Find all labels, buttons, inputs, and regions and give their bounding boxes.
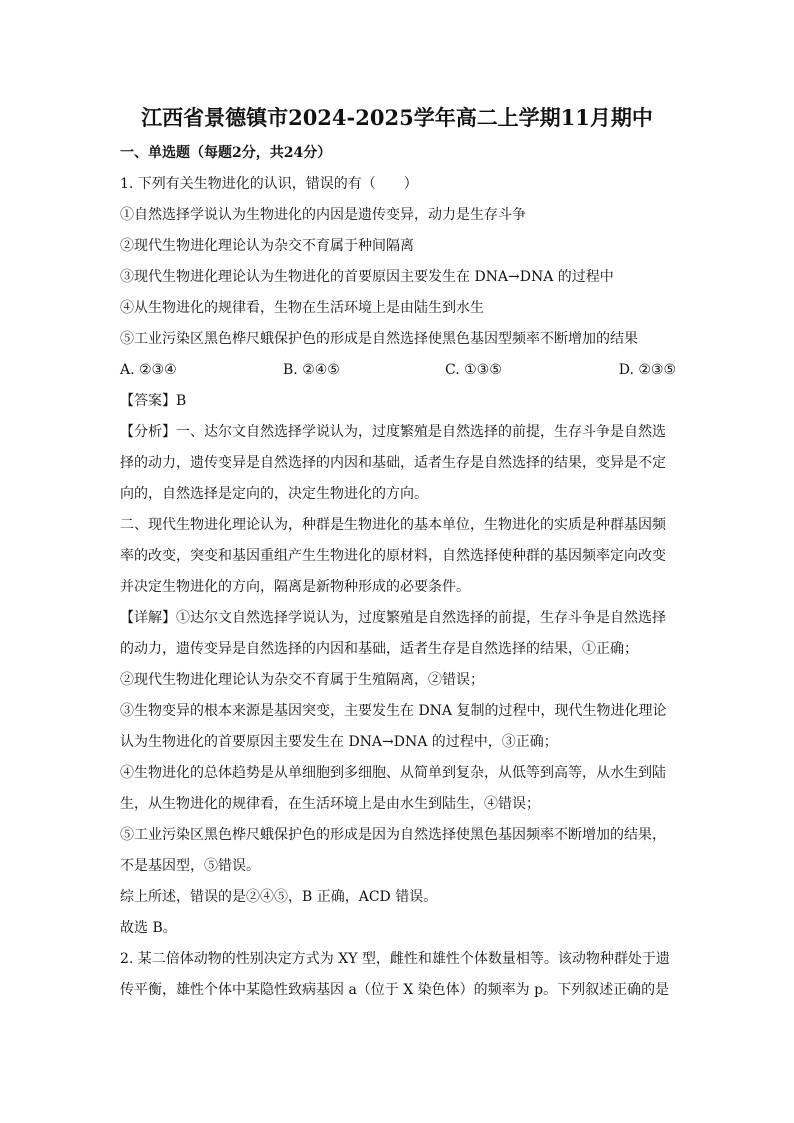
question-1-statement: ⑤工业污染区黑色桦尺蛾保护色的形成是自然选择使黑色基因型频率不断增加的结果 bbox=[120, 331, 638, 347]
analysis-line: 择的动力，遗传变异是自然选择的内因和基础，适者生存是自然选择的结果，变异是不定 bbox=[120, 455, 666, 471]
detail-line: 的动力，遗传变异是自然选择的内因和基础，适者生存是自然选择的结果，①正确； bbox=[120, 641, 638, 657]
option-d: D. ②③⑤ bbox=[618, 362, 676, 378]
document-body bbox=[120, 138, 676, 1006]
detail-line: 认为生物进化的首要原因主要发生在 DNA→DNA 的过程中，③正确； bbox=[120, 734, 558, 750]
detail-line: 生，从生物进化的规律看，在生活环境上是由水生到陆生，④错误； bbox=[120, 796, 540, 812]
detail-line: 不是基因型，⑤错误。 bbox=[120, 858, 260, 874]
analysis-line: 向的，自然选择是定向的，决定生物进化的方向。 bbox=[120, 486, 428, 502]
detail-line: ②现代生物进化理论认为杂交不育属于生殖隔离，②错误； bbox=[120, 672, 484, 688]
detail-line: 【详解】①达尔文自然选择学说认为，过度繁殖是自然选择的前提，生存斗争是自然选择 bbox=[120, 610, 666, 626]
analysis-line: 【分析】一、达尔文自然选择学说认为，过度繁殖是自然选择的前提，生存斗争是自然选 bbox=[120, 424, 666, 440]
question-2-line: 传平衡，雄性个体中某隐性致病基因 a（位于 X 染色体）的频率为 p。下列叙述正确的是 bbox=[120, 982, 670, 998]
analysis-line: 并决定生物进化的方向，隔离是新物种形成的必要条件。 bbox=[120, 579, 470, 595]
question-1-statement: ③现代生物进化理论认为生物进化的首要原因主要发生在 DNA→DNA 的过程中 bbox=[120, 269, 614, 285]
question-1-answer: 【答案】B bbox=[120, 393, 187, 409]
option-c: C. ①③⑤ bbox=[445, 362, 502, 378]
analysis-line: 二、现代生物进化理论认为，种群是生物进化的基本单位，生物进化的实质是种群基因频 bbox=[120, 517, 666, 533]
detail-line: ③生物变异的根本来源是基因突变，主要发生在 DNA 复制的过程中，现代生物进化理论 bbox=[120, 703, 667, 719]
question-1-statement: ①自然选择学说认为生物进化的内因是遗传变异，动力是生存斗争 bbox=[120, 207, 526, 223]
detail-line: 综上所述，错误的是②④⑤，B 正确，ACD 错误。 bbox=[120, 889, 438, 905]
option-a: A. ②③④ bbox=[120, 362, 177, 378]
option-b: B. ②④⑤ bbox=[283, 362, 340, 378]
section-heading: 一、单选题（每题2分，共24分） bbox=[120, 145, 332, 161]
analysis-line: 率的改变，突变和基因重组产生生物进化的原材料，自然选择使种群的基因频率定向改变 bbox=[120, 548, 666, 564]
question-1-statement: ④从生物进化的规律看，生物在生活环境上是由陆生到水生 bbox=[120, 300, 484, 316]
question-1-statement: ②现代生物进化理论认为杂交不育属于种间隔离 bbox=[120, 238, 414, 254]
question-1-stem: 1. 下列有关生物进化的认识，错误的有（ ） bbox=[120, 176, 418, 192]
detail-line: 故选 B。 bbox=[120, 920, 177, 936]
question-2-line: 2. 某二倍体动物的性别决定方式为 XY 型，雌性和雄性个体数量相等。该动物种群处于遗 bbox=[120, 951, 670, 967]
question-1-options bbox=[120, 355, 676, 386]
detail-line: ④生物进化的总体趋势是从单细胞到多细胞、从简单到复杂，从低等到高等，从水生到陆 bbox=[120, 765, 666, 781]
document-title: 江西省景德镇市2024-2025学年高二上学期11月期中 bbox=[141, 105, 653, 130]
detail-line: ⑤工业污染区黑色桦尺蛾保护色的形成是因为自然选择使黑色基因频率不断增加的结果， bbox=[120, 827, 666, 843]
